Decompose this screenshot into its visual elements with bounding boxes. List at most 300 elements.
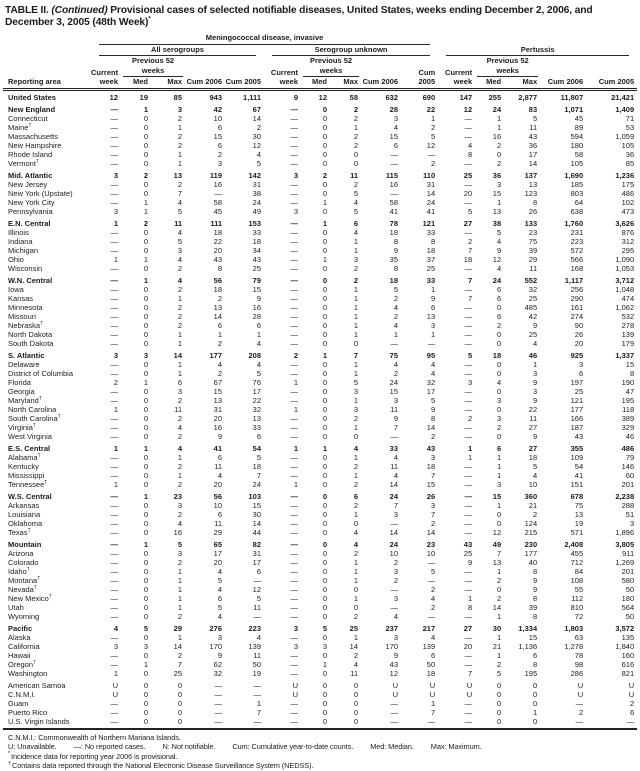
value-cell: —: [290, 575, 298, 585]
value-cell: 6: [393, 140, 398, 150]
value-cell: 17: [426, 386, 436, 396]
value-cell: 79: [625, 452, 635, 462]
value-cell: 1: [496, 611, 502, 621]
value-cell: 177: [524, 548, 538, 558]
value-cell: 10: [389, 548, 398, 558]
value-cell: 1: [430, 698, 436, 708]
value-cell: 0: [322, 602, 327, 612]
value-cell: 9: [393, 413, 398, 423]
value-cell: 2: [177, 179, 182, 189]
value-cell: 0: [143, 707, 148, 717]
value-cell: —: [464, 338, 473, 348]
value-cell: —: [110, 395, 118, 405]
value-cell: 0: [143, 632, 148, 642]
value-cell: 14: [252, 113, 261, 123]
value-cell: —: [110, 422, 118, 432]
value-cell: 24: [389, 491, 398, 501]
reporting-area-cell: United States: [8, 92, 56, 102]
reporting-area-cell: North Carolina: [8, 404, 57, 414]
value-cell: 4: [256, 632, 261, 642]
value-cell: 15: [213, 386, 222, 396]
value-cell: 8: [467, 602, 473, 612]
value-cell: 0: [177, 689, 182, 699]
value-cell: 28: [389, 104, 398, 114]
value-cell: 0: [143, 509, 148, 519]
value-cell: 121: [570, 395, 584, 405]
value-cell: 3: [177, 104, 182, 114]
value-cell: 632: [385, 92, 398, 102]
value-cell: 1,760: [564, 218, 584, 228]
value-cell: 3: [143, 350, 148, 360]
value-cell: —: [427, 149, 436, 159]
value-cell: —: [290, 470, 298, 480]
value-cell: 2: [393, 557, 398, 567]
value-cell: U: [429, 689, 436, 699]
value-cell: 2: [177, 131, 182, 141]
value-cell: 13: [252, 413, 261, 423]
value-cell: 123: [524, 188, 538, 198]
value-cell: —: [290, 179, 298, 189]
value-cell: 2: [217, 338, 222, 348]
value-cell: 45: [574, 113, 584, 123]
value-cell: —: [110, 149, 118, 159]
value-cell: 11: [529, 263, 538, 273]
value-cell: 2: [532, 509, 538, 519]
value-cell: 0: [143, 548, 148, 558]
value-cell: 180: [570, 140, 584, 150]
value-cell: 0: [322, 518, 327, 528]
value-cell: 925: [570, 350, 584, 360]
value-cell: —: [225, 717, 264, 729]
value-cell: 1: [322, 659, 327, 669]
value-cell: 54: [252, 443, 261, 453]
value-cell: 2: [430, 158, 436, 168]
value-cell: 2: [430, 518, 436, 528]
value-cell: 0: [322, 404, 327, 414]
value-cell: 11: [529, 413, 538, 423]
value-cell: —: [110, 236, 118, 246]
value-cell: 2: [353, 263, 358, 273]
value-cell: 4: [217, 470, 222, 480]
value-cell: 179: [621, 338, 635, 348]
value-cell: 0: [496, 329, 502, 339]
value-cell: 803: [570, 188, 584, 198]
value-cell: 4: [353, 197, 358, 207]
value-cell: 11: [214, 518, 222, 528]
value-cell: 6: [496, 284, 502, 294]
value-cell: 89: [574, 122, 584, 132]
reporting-area-cell: Louisiana: [8, 509, 41, 519]
value-cell: 147: [459, 92, 473, 102]
value-cell: 1: [496, 122, 502, 132]
value-cell: 98: [574, 659, 584, 669]
table-row: [3, 237, 637, 246]
value-cell: 0: [496, 338, 502, 348]
value-cell: 5: [496, 227, 502, 237]
value-cell: 0: [322, 566, 327, 576]
table-row: [3, 432, 637, 441]
value-cell: 3: [113, 350, 118, 360]
value-cell: —: [110, 386, 118, 396]
value-cell: 25: [426, 263, 436, 273]
value-cell: —: [464, 518, 473, 528]
value-cell: —: [290, 491, 298, 501]
value-cell: 9: [532, 377, 538, 387]
value-cell: 2: [467, 236, 473, 246]
table-row: [3, 255, 637, 264]
value-cell: 2: [496, 593, 502, 603]
value-cell: 58: [349, 92, 358, 102]
value-cell: —: [290, 218, 298, 228]
value-cell: 1,090: [615, 254, 635, 264]
value-cell: 67: [252, 104, 261, 114]
reporting-area-cell: Connecticut: [8, 113, 48, 123]
value-cell: 4: [430, 632, 436, 642]
value-cell: 0: [322, 479, 327, 489]
value-cell: —: [464, 707, 473, 717]
value-cell: 1,059: [615, 131, 635, 141]
value-cell: —: [575, 698, 584, 708]
value-cell: 638: [570, 206, 584, 216]
value-cell: 50: [625, 584, 635, 594]
value-cell: 24: [389, 539, 398, 549]
value-cell: —: [290, 452, 298, 462]
value-cell: 2: [177, 413, 182, 423]
value-cell: 137: [524, 170, 538, 180]
value-cell: 58: [574, 149, 584, 159]
value-cell: 4: [113, 623, 118, 633]
reporting-area-cell: Vermont†: [8, 158, 39, 168]
value-cell: 3: [293, 170, 298, 180]
value-cell: —: [464, 650, 473, 660]
value-cell: 2: [143, 170, 148, 180]
value-cell: 1: [532, 359, 538, 369]
table-row: [3, 519, 637, 528]
reporting-area-cell: Montana†: [8, 575, 41, 585]
value-cell: 7: [467, 293, 473, 303]
reporting-area-cell: Maine†: [8, 122, 32, 132]
value-cell: 690: [422, 92, 436, 102]
table-row: [3, 330, 637, 339]
value-cell: 1: [113, 404, 118, 414]
value-cell: U: [112, 680, 118, 690]
value-cell: 0: [143, 470, 148, 480]
table-row: [3, 216, 637, 228]
value-cell: 62: [213, 659, 222, 669]
value-cell: —: [390, 188, 398, 198]
table-row: [3, 141, 637, 150]
value-cell: 0: [322, 413, 327, 423]
value-cell: 3: [496, 479, 502, 489]
value-cell: 0: [143, 158, 148, 168]
value-cell: 139: [621, 329, 635, 339]
value-cell: 20: [463, 188, 473, 198]
value-cell: 13: [574, 509, 584, 519]
table-row: [3, 132, 637, 141]
value-cell: 2: [177, 395, 182, 405]
value-cell: —: [110, 548, 118, 558]
value-cell: —: [390, 158, 398, 168]
value-cell: 1: [113, 254, 118, 264]
value-cell: 133: [524, 218, 538, 228]
table-row: [3, 480, 637, 489]
value-cell: 1: [467, 593, 473, 603]
value-cell: 16: [173, 527, 182, 537]
value-cell: 35: [389, 254, 398, 264]
value-cell: 564: [621, 602, 635, 612]
reporting-area-cell: Alabama†: [8, 452, 41, 462]
value-cell: —: [464, 632, 473, 642]
value-cell: 14: [213, 311, 222, 321]
reporting-area-cell: American Samoa: [8, 680, 66, 690]
value-cell: 21: [528, 500, 538, 510]
value-cell: —: [110, 593, 118, 603]
value-cell: —: [290, 707, 298, 717]
pertussis-label: Pertussis: [446, 45, 629, 57]
value-cell: 3: [113, 170, 118, 180]
notifiable-diseases-table: [3, 33, 637, 730]
value-cell: 1: [467, 452, 473, 462]
value-cell: 1: [177, 329, 182, 339]
value-cell: —: [290, 149, 298, 159]
value-cell: 175: [621, 179, 635, 189]
value-cell: 278: [621, 320, 635, 330]
value-cell: 45: [213, 206, 222, 216]
value-cell: 3: [113, 206, 118, 216]
value-cell: 8: [430, 413, 436, 423]
value-cell: 3: [293, 623, 298, 633]
value-cell: 76: [252, 377, 261, 387]
value-cell: 9: [532, 395, 538, 405]
value-cell: 79: [252, 275, 261, 285]
value-cell: 312: [621, 236, 635, 246]
value-cell: 1: [177, 632, 182, 642]
header-row-groups: [3, 45, 637, 57]
value-cell: 485: [524, 302, 538, 312]
value-cell: 3: [393, 509, 398, 519]
value-cell: 3: [353, 386, 358, 396]
reporting-area-cell: Ohio: [8, 254, 24, 264]
reporting-area-cell: Mississippi: [8, 470, 45, 480]
value-cell: 0: [143, 431, 148, 441]
max-header: Max: [504, 77, 540, 89]
value-cell: 2,877: [518, 92, 538, 102]
value-cell: 22: [213, 236, 222, 246]
cum-2006-header: Cum 2006: [361, 56, 401, 89]
value-cell: 5: [322, 623, 327, 633]
value-cell: 75: [528, 236, 538, 246]
dagger-marker: †: [8, 760, 11, 767]
value-cell: —: [464, 113, 473, 123]
value-cell: 124: [524, 518, 538, 528]
value-cell: 13: [213, 395, 222, 405]
value-cell: —: [290, 263, 298, 273]
value-cell: 0: [143, 575, 148, 585]
value-cell: 0: [496, 698, 502, 708]
value-cell: 29: [173, 623, 182, 633]
table-row: [3, 246, 637, 255]
value-cell: 1: [353, 329, 358, 339]
value-cell: 0: [322, 122, 327, 132]
value-cell: —: [290, 395, 298, 405]
value-cell: 0: [353, 158, 358, 168]
header-row-sub: [3, 56, 637, 77]
value-cell: 135: [621, 632, 635, 642]
value-cell: —: [427, 557, 436, 567]
reporting-area-cell: North Dakota: [8, 329, 53, 339]
value-cell: 11: [390, 461, 398, 471]
value-cell: 1: [143, 443, 148, 453]
value-cell: 0: [496, 509, 502, 519]
reporting-area-cell: Utah: [8, 602, 24, 612]
reporting-area-cell: W.S. Central: [8, 491, 52, 501]
table-row: [3, 348, 637, 360]
value-cell: 3,805: [615, 539, 635, 549]
value-cell: 10: [426, 548, 436, 558]
value-cell: 2: [430, 602, 436, 612]
value-cell: 0: [322, 668, 327, 678]
value-cell: 7: [353, 350, 358, 360]
value-cell: 0: [322, 491, 327, 501]
table-row: [3, 510, 637, 519]
value-cell: 65: [213, 539, 222, 549]
value-cell: —: [253, 680, 261, 690]
value-cell: 3: [293, 641, 298, 651]
reporting-area-cell: New York (Upstate): [8, 188, 73, 198]
value-cell: 105: [570, 158, 584, 168]
value-cell: 1: [177, 122, 182, 132]
value-cell: 95: [426, 350, 436, 360]
value-cell: 230: [524, 539, 538, 549]
reporting-area-cell: South Dakota: [8, 338, 54, 348]
value-cell: —: [110, 575, 118, 585]
table-row: [3, 699, 637, 708]
table-row: [3, 423, 637, 432]
value-cell: 43: [252, 254, 261, 264]
value-cell: 2: [177, 113, 182, 123]
value-cell: 0: [322, 386, 327, 396]
value-cell: 0: [496, 680, 502, 690]
value-cell: —: [464, 527, 473, 537]
value-cell: 2: [353, 104, 358, 114]
value-cell: 1,337: [615, 350, 635, 360]
value-cell: 111: [210, 218, 222, 228]
value-cell: 8: [532, 611, 538, 621]
value-cell: —: [110, 263, 118, 273]
value-cell: 16: [213, 422, 222, 432]
value-cell: —: [290, 461, 298, 471]
value-cell: —: [110, 500, 118, 510]
value-cell: —: [214, 698, 222, 708]
reporting-area-cell: New Hampshire: [8, 140, 62, 150]
value-cell: 1: [113, 218, 118, 228]
value-cell: 18: [389, 227, 398, 237]
value-cell: 9: [217, 650, 222, 660]
table-title: [5, 5, 635, 28]
value-cell: —: [110, 158, 118, 168]
value-cell: 0: [353, 602, 358, 612]
value-cell: 3: [177, 548, 182, 558]
value-cell: 3: [293, 206, 298, 216]
value-cell: 195: [524, 668, 538, 678]
reporting-area-cell: Pacific: [8, 623, 33, 633]
value-cell: 18: [389, 275, 398, 285]
value-cell: 0: [143, 338, 148, 348]
value-cell: 486: [621, 443, 635, 453]
value-cell: 0: [496, 302, 502, 312]
value-cell: 0: [322, 158, 327, 168]
value-cell: —: [110, 470, 118, 480]
value-cell: 1: [496, 470, 502, 480]
value-cell: 876: [621, 227, 635, 237]
value-cell: 552: [524, 275, 538, 285]
value-cell: 3: [143, 641, 148, 651]
value-cell: 3: [532, 386, 538, 396]
value-cell: 3: [467, 377, 473, 387]
value-cell: 58: [213, 197, 222, 207]
value-cell: 1: [256, 329, 261, 339]
value-cell: 360: [524, 491, 538, 501]
value-cell: 5: [430, 131, 436, 141]
value-cell: —: [290, 140, 298, 150]
reporting-area-cell: Alaska: [8, 632, 31, 642]
value-cell: 3: [113, 641, 118, 651]
value-cell: 5: [256, 593, 261, 603]
reporting-area-cell: Rhode Island: [8, 149, 53, 159]
value-cell: —: [110, 707, 118, 717]
value-cell: —: [290, 236, 298, 246]
value-cell: 15: [625, 359, 635, 369]
table-row: [3, 585, 637, 594]
value-cell: 168: [570, 263, 584, 273]
value-cell: 1: [217, 329, 222, 339]
value-cell: 5: [353, 377, 358, 387]
value-cell: 27: [528, 443, 538, 453]
value-cell: 2: [353, 611, 358, 621]
value-cell: 0: [322, 245, 327, 255]
value-cell: 4: [430, 359, 436, 369]
value-cell: 616: [621, 659, 635, 669]
value-cell: 3: [177, 386, 182, 396]
value-cell: —: [110, 557, 118, 567]
title-footnote-marker: *: [148, 16, 151, 23]
value-cell: 0: [322, 302, 327, 312]
value-cell: 0: [322, 689, 327, 699]
value-cell: 4: [430, 593, 436, 603]
value-cell: 18: [492, 350, 502, 360]
value-cell: 1: [113, 479, 118, 489]
value-cell: 712: [570, 557, 584, 567]
value-cell: —: [110, 632, 118, 642]
value-cell: 5: [177, 236, 182, 246]
value-cell: 0: [143, 320, 148, 330]
reporting-area-cell: Florida: [8, 377, 31, 387]
table-row: [3, 102, 637, 114]
group-header-all-serogroups: [91, 45, 264, 57]
reporting-area-cell: E.N. Central: [8, 218, 51, 228]
value-cell: 103: [248, 491, 261, 501]
value-cell: —: [401, 717, 438, 729]
value-cell: 58: [389, 197, 398, 207]
med-header: Med: [475, 77, 504, 89]
value-cell: 2: [177, 311, 182, 321]
value-cell: —: [290, 566, 298, 576]
value-cell: 2: [578, 707, 584, 717]
value-cell: 41: [574, 470, 584, 480]
reporting-area-cell: Puerto Rico: [8, 707, 48, 717]
value-cell: 0: [143, 122, 148, 132]
value-cell: 3: [496, 395, 502, 405]
